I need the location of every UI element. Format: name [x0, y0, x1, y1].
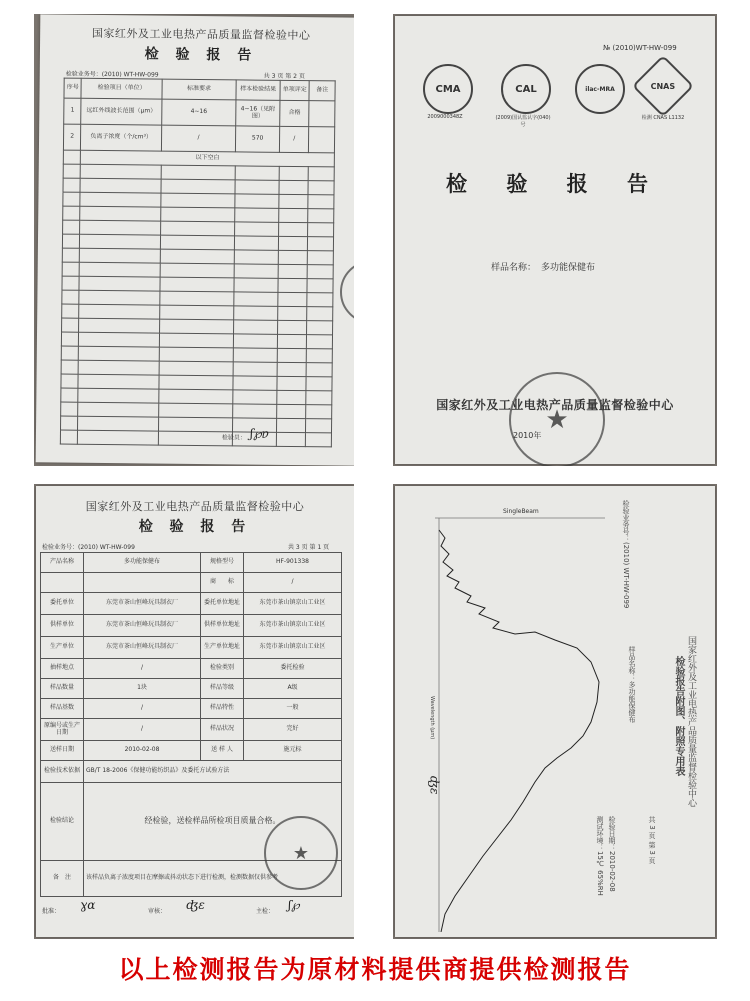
org-name: 国家红外及工业电热产品质量监督检验中心 — [85, 500, 305, 513]
blank-note: 以下空白 — [81, 150, 335, 167]
cnas-logo: CNAS — [632, 55, 694, 117]
graph-axis-top: SingleBeam — [503, 508, 539, 515]
col-header: 单项评定 — [280, 80, 310, 100]
basis-label: 检验技术依据 — [41, 761, 84, 783]
table-row: 抽样地点 / 检验类别 委托检验 — [41, 659, 342, 679]
graph-signature: ʤɛ — [427, 775, 442, 795]
report-title: 检 验 报 告 — [138, 519, 252, 535]
spectrum-curve — [439, 530, 599, 932]
main-signature: ʃ℘ — [288, 898, 300, 912]
graph-page-info: 共 3 页 第 3 页 — [648, 816, 656, 865]
table-row: 产品名称 多功能保健布 规格型号 HF-901338 — [41, 553, 342, 573]
conclusion-text: 经检验，送检样品所检项目质量合格。 — [84, 783, 342, 861]
inspector-signature: ʃ℘ɐ — [249, 426, 269, 441]
col-header: 样本检验结果 — [236, 80, 280, 100]
graph-axis-side: Wavelength (μm) — [429, 696, 435, 740]
inspector-label: 检验员： — [221, 434, 246, 442]
col-header: 检验项目（单位） — [81, 78, 162, 99]
col-header: 序号 — [64, 78, 82, 98]
org-name: 国家红外及工业电热产品质量监督检验中心 — [91, 26, 311, 43]
cover-report-number: № (2010)WT-HW-099 — [603, 44, 677, 52]
report-graph-page — [395, 486, 715, 937]
col-header: 标准要求 — [162, 79, 237, 100]
report-summary-photo — [34, 484, 354, 939]
caption: 以上检测报告为原材料提供商提供检测报告 — [118, 955, 632, 984]
main-inspector-label: 主检： — [256, 908, 275, 915]
table-row: 生产单位 东莞市茶山恒峰玩具制衣厂 生产单位地址 东莞市茶山镇京山工业区 — [41, 637, 342, 659]
cover-date: 2010年 — [513, 431, 542, 440]
report-cover-page — [395, 16, 715, 464]
report-graph-photo — [393, 484, 717, 939]
table-row: 供样单位 东莞市茶山恒峰玩具制衣厂 供样单位地址 东莞市茶山镇京山工业区 — [41, 615, 342, 637]
approve-label: 批准： — [42, 908, 61, 915]
review-label: 审核： — [148, 908, 167, 915]
rotated-org: 国家红外及工业电热产品质量监督检验中心 — [686, 636, 696, 807]
table-row — [41, 761, 342, 783]
basis-text: GB/T 18-2006《保健功能纺织品》及委托方试验方法 — [84, 761, 342, 783]
rotated-report-no: 检验业务号：(2010) WT-HW-099 — [622, 500, 630, 609]
table-row: 1 远红外线波长范围（μm） 4~16 4~16（见附图） 合格 — [64, 98, 335, 127]
table-row: 委托单位 东莞市茶山恒峰玩具制衣厂 委托单位地址 东莞市茶山镇京山工业区 — [41, 593, 342, 615]
cma-caption: 2009000348Z — [427, 114, 463, 120]
report-summary-page — [36, 486, 354, 937]
table-row: 商 标 / — [41, 573, 342, 593]
review-signature: ʤɛ — [186, 898, 205, 912]
cal-caption: (2009)国认监认字(040)号 — [495, 115, 551, 128]
cma-logo: CMA — [423, 64, 473, 114]
remark-text: 该样品负离子浓度项目在摩擦或抖动状态下进行检测，检测数据仅供参考 — [84, 861, 342, 897]
sample-name: 多功能保健布 — [541, 263, 596, 273]
rotated-subtitle: 检验报告附图、附照专用表 — [673, 656, 684, 776]
report-cover-photo — [393, 14, 717, 466]
spectrum-graph — [435, 512, 605, 932]
table-row: 样品数量 1块 样品等级 A级 — [41, 679, 342, 699]
table-row: 送样日期 2010-02-08 送 样 人 施元标 — [41, 741, 342, 761]
seal-stamp: ★ — [264, 816, 338, 890]
col-header: 备注 — [309, 81, 335, 101]
seal-stamp: ★ — [509, 372, 605, 466]
cal-logo: CAL — [501, 64, 551, 114]
rotated-sample: 样品名称：多功能保健布 — [628, 646, 636, 723]
page-info: 共 3 页 第 1 页 — [288, 544, 330, 551]
table-row: 原编号或生产日期 / 样品状况 完好 — [41, 719, 342, 741]
cnas-caption: 检测 CNAS L1132 — [641, 115, 685, 121]
cover-title: 检 验 报 告 — [446, 172, 664, 196]
report-number: 检验业务号：(2010) WT-HW-099 — [65, 70, 159, 79]
table-row: 2 负离子浓度（个/cm³） / 570 / — [63, 124, 334, 153]
sample-name-label: 样品名称： — [491, 263, 537, 273]
ilac-mra-logo: ilac-MRA — [575, 64, 625, 114]
results-table — [60, 78, 336, 448]
approve-signature: ɣɑ — [80, 898, 96, 912]
report-title: 检 验 报 告 — [144, 46, 258, 64]
report-number: 检验业务号：(2010) WT-HW-099 — [42, 544, 135, 551]
remark-label: 备 注 — [41, 861, 84, 897]
test-date: 检验日期：2010-02-08 — [608, 816, 616, 892]
conclusion-label: 检验结论 — [41, 783, 84, 861]
test-env: 测试环境：15℃ 65%RH — [596, 816, 604, 896]
report-results-photo — [34, 14, 354, 466]
page-info: 共 3 页 第 2 页 — [263, 72, 305, 81]
table-row: 样品基数 / 样品特性 一般 — [41, 699, 342, 719]
report-results-page — [36, 14, 354, 465]
cover-org: 国家红外及工业电热产品质量监督检验中心 — [436, 398, 674, 412]
